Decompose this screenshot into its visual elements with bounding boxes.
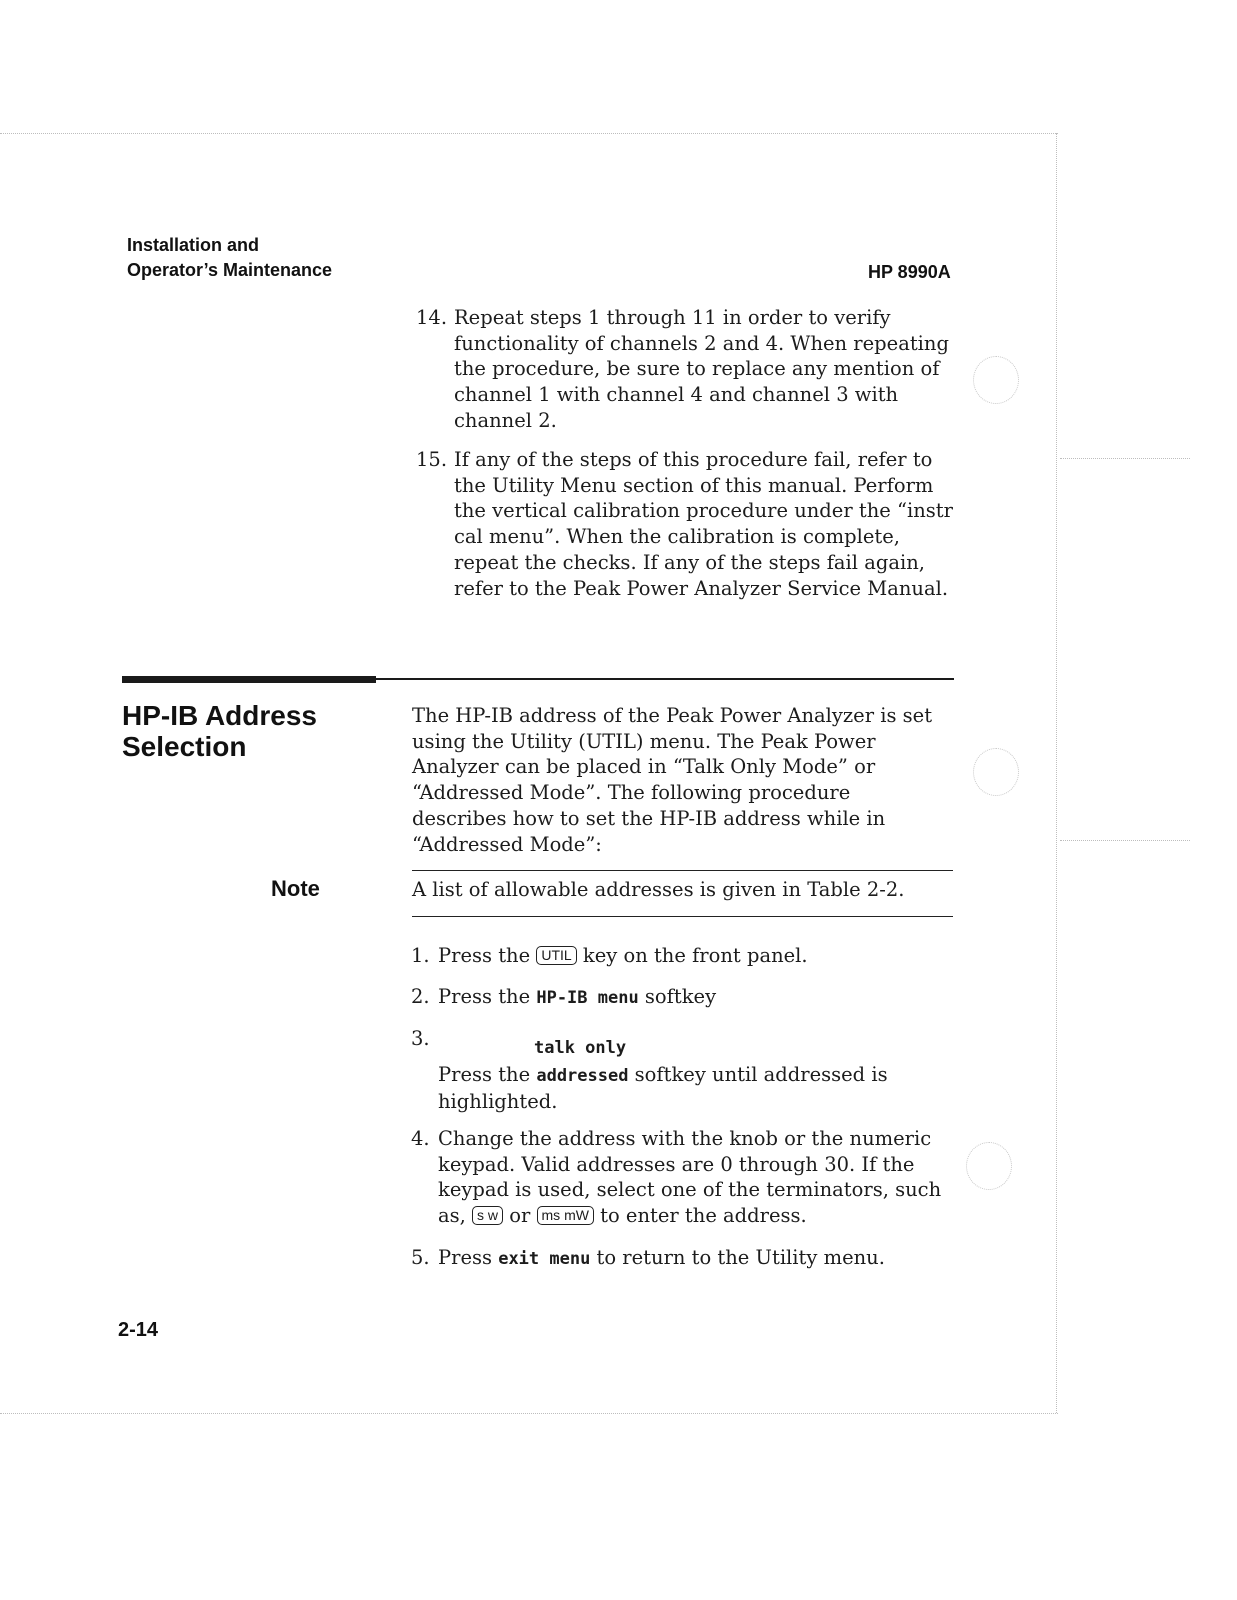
page-top-edge <box>0 133 1058 134</box>
page-number: 2-14 <box>118 1319 159 1341</box>
step-text: key on the front panel. <box>582 944 808 967</box>
section-rule-thin <box>376 678 954 680</box>
step-number: 14. <box>416 306 448 329</box>
tab-divider-bottom <box>1060 840 1190 841</box>
step-number: 1. <box>411 944 430 967</box>
step-number: 2. <box>411 985 430 1008</box>
sw-key: s w <box>472 1206 503 1225</box>
step-text: Change the address with the knob or the numeric keypad. Valid addresses are 0 through 30. If the keypad is used, select one of the terminators, such as, <box>438 1127 942 1228</box>
section-title <box>122 700 317 762</box>
punch-hole-icon <box>973 356 1019 404</box>
section-intro: The HP-IB address of the Peak Power Analyzer is set using the Utility (UTIL) menu. The Peak Power Analyzer can be placed in “Talk Only Mode” or “Addressed Mode”. The following procedure describes how to set the HP-IB address while in “Addressed Mode”: <box>412 704 933 856</box>
punch-hole-icon <box>973 748 1019 796</box>
running-header-section <box>127 233 332 283</box>
step-number: 3. <box>411 1027 430 1050</box>
addressed-softkey: addressed <box>536 1065 629 1086</box>
step-15 <box>416 447 961 601</box>
step-text: to return to the Utility menu. <box>596 1246 885 1269</box>
step-text: Press the <box>438 1062 531 1086</box>
hpib-menu-softkey: HP-IB menu <box>536 988 639 1008</box>
step-text: Press the <box>438 944 531 967</box>
step-text: If any of the steps of this procedure fail, refer to the Utility Menu section of this manual. Perform the vertical calibration procedure under the “instr cal menu”. When the calibration is complete, repeat the checks. If any of the steps fail again, refer to the Peak Power Analyzer Service Manual. <box>454 448 953 600</box>
ms-mw-key: ms mW <box>537 1206 594 1225</box>
step-number: 15. <box>416 448 448 471</box>
procedure-step-5 <box>411 1245 956 1273</box>
exit-menu-softkey: exit menu <box>498 1249 591 1269</box>
talk-only-softkey: talk only <box>534 1038 627 1058</box>
note-rule-top <box>412 870 953 871</box>
note-text: A list of allowable addresses is given in Table 2-2. <box>412 878 905 901</box>
step-text: Press <box>438 1246 492 1269</box>
header-line-2: Operator’s Maintenance <box>127 260 333 280</box>
step-text: or <box>509 1204 531 1228</box>
section-rule-heavy <box>122 676 376 683</box>
step-number: 4. <box>411 1127 430 1150</box>
procedure-step-1 <box>411 943 956 969</box>
step-text: Repeat steps 1 through 11 in order to verify functionality of channels 2 and 4. When repeating the procedure, be sure to replace any mention of channel 1 with channel 4 and channel 3 with channel 2. <box>454 306 949 432</box>
running-header-model: HP 8990A <box>868 262 951 282</box>
step-text: softkey <box>644 985 717 1008</box>
step-text: softkey until addressed is highlighted. <box>438 1062 888 1114</box>
page-bottom-edge <box>0 1413 1058 1414</box>
step-number: 5. <box>411 1246 430 1269</box>
note-rule-bottom <box>412 916 953 917</box>
section-title-line-2: Selection <box>122 731 247 762</box>
punch-hole-icon <box>966 1142 1012 1190</box>
header-line-1: Installation and <box>127 235 260 255</box>
procedure-step-2 <box>411 984 956 1012</box>
procedure-step-3 <box>411 1026 956 1115</box>
tab-divider-top <box>1060 458 1190 459</box>
step-text: Press the <box>438 985 531 1008</box>
step-text: to enter the address. <box>600 1204 807 1228</box>
procedure-step-4 <box>411 1126 956 1229</box>
util-key: UTIL <box>536 946 576 965</box>
step-14 <box>416 305 961 434</box>
page-right-edge <box>1056 133 1057 1413</box>
section-title-line-1: HP-IB Address <box>122 700 318 731</box>
note-label: Note <box>271 876 320 901</box>
